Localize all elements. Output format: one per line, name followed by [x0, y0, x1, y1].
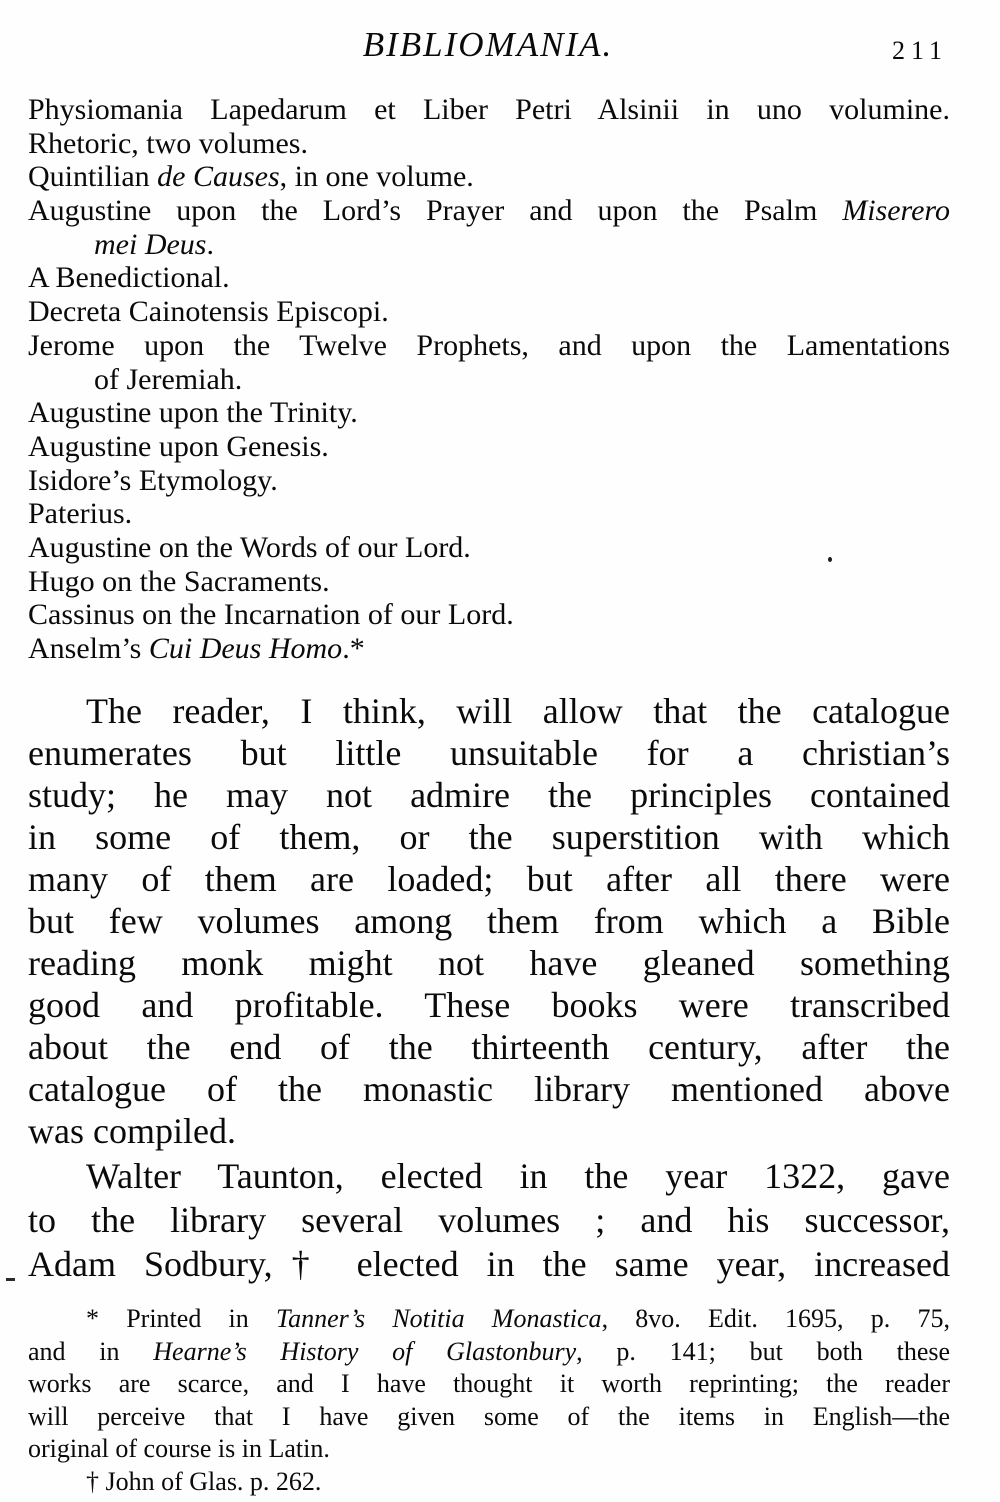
catalogue-list: [28, 93, 950, 666]
catalogue-text: Augustine upon Genesis.: [28, 429, 329, 463]
paragraph-line: catalogue of the monastic library mentioned above: [28, 1069, 950, 1109]
catalogue-line: [28, 598, 950, 632]
paragraph-line: about the end of the thirteenth century, after the: [28, 1027, 950, 1067]
paragraph-line: reading monk might not have gleaned something: [28, 943, 950, 983]
catalogue-text: Physiomania Lapedarum et Liber Petri Alsinii in uno volumine.: [28, 93, 950, 126]
footnote-text: , 8vo. Edit. 1695, p. 75,: [601, 1304, 950, 1333]
catalogue-title-italic: de Causes: [157, 160, 280, 194]
catalogue-line: [28, 93, 950, 127]
catalogue-text: .*: [342, 632, 365, 665]
footnote-line: [28, 1336, 950, 1369]
footnote-text: * Printed in: [86, 1304, 276, 1333]
footnote-line: works are scarce, and I have thought it worth reprinting; the reader: [28, 1369, 950, 1399]
catalogue-line: [28, 160, 950, 194]
catalogue-text: Decreta Cainotensis Episcopi.: [28, 295, 389, 329]
paragraph-line: in some of them, or the superstition with which: [28, 817, 950, 857]
paragraph-line: was compiled.: [28, 1111, 236, 1151]
catalogue-line: [28, 295, 950, 329]
catalogue-text: Paterius.: [28, 497, 133, 531]
catalogue-text: A Benedictional.: [28, 261, 230, 295]
ink-speck: [6, 1278, 15, 1281]
catalogue-line: [28, 127, 950, 161]
paragraph-catalogue-comment: [28, 690, 950, 1152]
catalogue-text: Isidore’s Etymology.: [28, 463, 278, 497]
catalogue-line: [28, 363, 950, 397]
footnote-title-italic: Tanner’s Notitia Monastica: [276, 1304, 602, 1333]
catalogue-text: , in one volume.: [279, 160, 474, 194]
catalogue-line: [28, 531, 950, 565]
catalogue-text: Quintilian: [28, 160, 158, 194]
catalogue-line: [28, 430, 950, 464]
catalogue-text: Anselm’s: [28, 632, 149, 665]
catalogue-text: Hugo on the Sacraments.: [28, 564, 330, 598]
catalogue-text: Augustine upon the Trinity.: [28, 396, 358, 430]
catalogue-title-italic: Miserero: [842, 194, 950, 228]
paragraph-walter-taunton: [28, 1154, 950, 1286]
footnote-text: and in: [28, 1336, 154, 1366]
catalogue-line: [28, 329, 950, 363]
footnote-line: original of course is in Latin.: [28, 1434, 330, 1464]
running-title: BIBLIOMANIA.: [362, 25, 614, 64]
catalogue-title-italic: Cui Deus Homo: [148, 632, 343, 665]
paragraph-line: Walter Taunton, elected in the year 1322, gave: [86, 1156, 950, 1196]
catalogue-line: [28, 497, 950, 531]
catalogue-line: [28, 396, 950, 430]
paragraph-line: but few volumes among them from which a Bible: [28, 901, 950, 941]
catalogue-line: [28, 464, 950, 498]
paragraph-line: good and profitable. These books were transcribed: [28, 985, 950, 1025]
catalogue-text: Augustine upon the Lord’s Prayer and upon the Psalm: [28, 194, 843, 228]
paragraph-line: to the library several volumes ; and his successor,: [28, 1200, 950, 1240]
footnote-text: , p. 141; but both these: [576, 1336, 950, 1366]
catalogue-text: of Jeremiah.: [94, 362, 243, 396]
paragraph-line: The reader, I think, will allow that the catalogue: [86, 691, 950, 731]
paragraph-line: enumerates but little unsuitable for a christian’s: [28, 733, 950, 773]
catalogue-title-italic: mei Deus: [94, 227, 207, 261]
page-number: 211: [891, 36, 948, 65]
footnote-title-italic: Hearne’s History of Glastonbury: [153, 1336, 577, 1366]
catalogue-text: Jerome upon the Twelve Prophets, and upon the Lamentations: [28, 328, 950, 362]
footnote-line: † John of Glas. p. 262.: [86, 1466, 322, 1496]
catalogue-text: .: [206, 227, 214, 261]
catalogue-line: [28, 632, 950, 666]
catalogue-text: Cassinus on the Incarnation of our Lord.: [28, 598, 514, 632]
catalogue-line: [28, 261, 950, 295]
catalogue-line: [28, 228, 950, 262]
footnote-line: [28, 1303, 950, 1336]
catalogue-line: [28, 565, 950, 599]
ink-speck: [828, 557, 832, 562]
paragraph-line: study; he may not admire the principles contained: [28, 775, 950, 815]
catalogue-text: Rhetoric, two volumes.: [28, 126, 308, 160]
footnote-line: will perceive that I have given some of the items in English—the: [28, 1401, 950, 1431]
catalogue-line: [28, 194, 950, 228]
footnotes: [28, 1303, 950, 1499]
catalogue-text: Augustine on the Words of our Lord.: [28, 530, 471, 564]
paragraph-line: Adam Sodbury,† elected in the same year, increased: [28, 1244, 950, 1284]
paragraph-line: many of them are loaded; but after all there were: [28, 859, 950, 899]
